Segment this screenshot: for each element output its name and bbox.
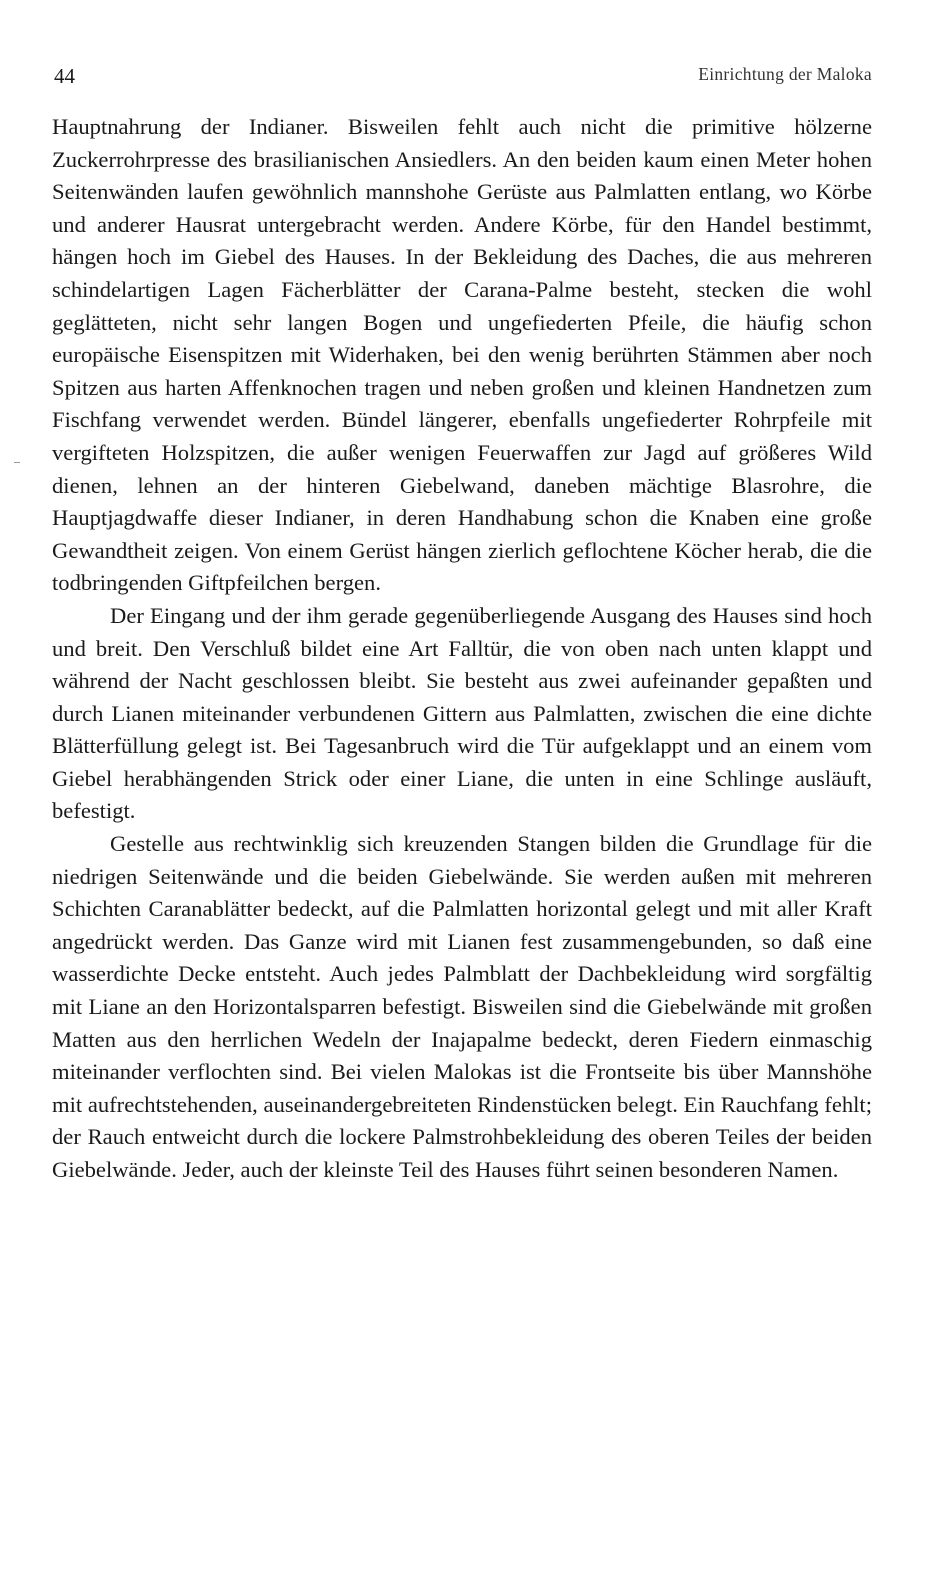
paragraph-continued: Hauptnahrung der Indianer. Bisweilen fehlt auch nicht die primitive hölzerne Zuckerrohrpresse des brasilianischen Ansiedlers. An den beiden kaum einen Meter hohen Seitenwänden laufen gewöhnlich mannshohe Gerüste aus Palmlatten entlang, wo Körbe und anderer Hausrat untergebracht werden. Andere Körbe, für den Handel bestimmt, hängen hoch im Giebel des Hauses. In der Bekleidung des Daches, die aus mehreren schindelartigen Lagen Fächerblätter der Carana-Palme besteht, stecken die wohl geglätteten, nicht sehr langen Bogen und ungefiederten Pfeile, die häufig schon europäische Eisenspitzen mit Widerhaken, bei den wenig berührten Stämmen aber noch Spitzen aus harten Affenknochen tragen und neben großen und kleinen Handnetzen zum Fischfang verwendet werden. Bündel längerer, ebenfalls ungefiederter Rohrpfeile mit vergifteten Holzspitzen, die außer wenigen Feuerwaffen zur Jagd auf größeres Wild dienen, lehnen an der hinteren Giebelwand, daneben mächtige Blasrohre, die Hauptjagdwaffe dieser Indianer, in deren Handhabung schon die Knaben eine große Gewandtheit zeigen. Von einem Gerüst hängen zierlich geflochtene Köcher herab, die die todbringenden Giftpfeilchen bergen. xyxy=(52,114,872,596)
page-number: 44 xyxy=(54,64,75,88)
running-title: Einrichtung der Maloka xyxy=(698,64,872,84)
book-page xyxy=(52,56,872,1187)
margin-mark xyxy=(14,462,20,463)
running-head xyxy=(52,56,872,90)
paragraph-construction: Gestelle aus rechtwinklig sich kreuzenden Stangen bilden die Grundlage für die niedrigen Seitenwände und die beiden Giebelwände. Sie werden außen mit mehreren Schichten Caranablätter bedeckt, auf die Palmlatten horizontal gelegt und mit aller Kraft angedrückt werden. Das Ganze wird mit Lianen fest zusammengebunden, so daß eine wasserdichte Decke entsteht. Auch jedes Palmblatt der Dachbekleidung wird sorgfältig mit Liane an den Horizontalsparren befestigt. Bisweilen sind die Giebelwände mit großen Matten aus den herrlichen Wedeln der Inajapalme bedeckt, deren Fiedern einmaschig miteinander verflochten sind. Bei vielen Malokas ist die Frontseite bis über Mannshöhe mit aufrechtstehenden, auseinandergebreiteten Rindenstücken belegt. Ein Rauchfang fehlt; der Rauch entweicht durch die lockere Palmstrohbekleidung des oberen Teiles der beiden Giebelwände. Jeder, auch der kleinste Teil des Hauses führt seinen besonderen Namen. xyxy=(52,831,872,1182)
body-text xyxy=(52,111,872,1187)
paragraph-entrance: Der Eingang und der ihm gerade gegenüberliegende Ausgang des Hauses sind hoch und breit. Den Verschluß bildet eine Art Falltür, die von oben nach unten klappt und während der Nacht geschlossen bleibt. Sie besteht aus zwei aufeinander gepaßten und durch Lianen miteinander verbundenen Gittern aus Palmlatten, zwischen die eine dichte Blätterfüllung gelegt ist. Bei Tagesanbruch wird die Tür aufgeklappt und an einem vom Giebel herabhängenden Strick oder einer Liane, die unten in eine Schlinge ausläuft, befestigt. xyxy=(52,602,872,824)
